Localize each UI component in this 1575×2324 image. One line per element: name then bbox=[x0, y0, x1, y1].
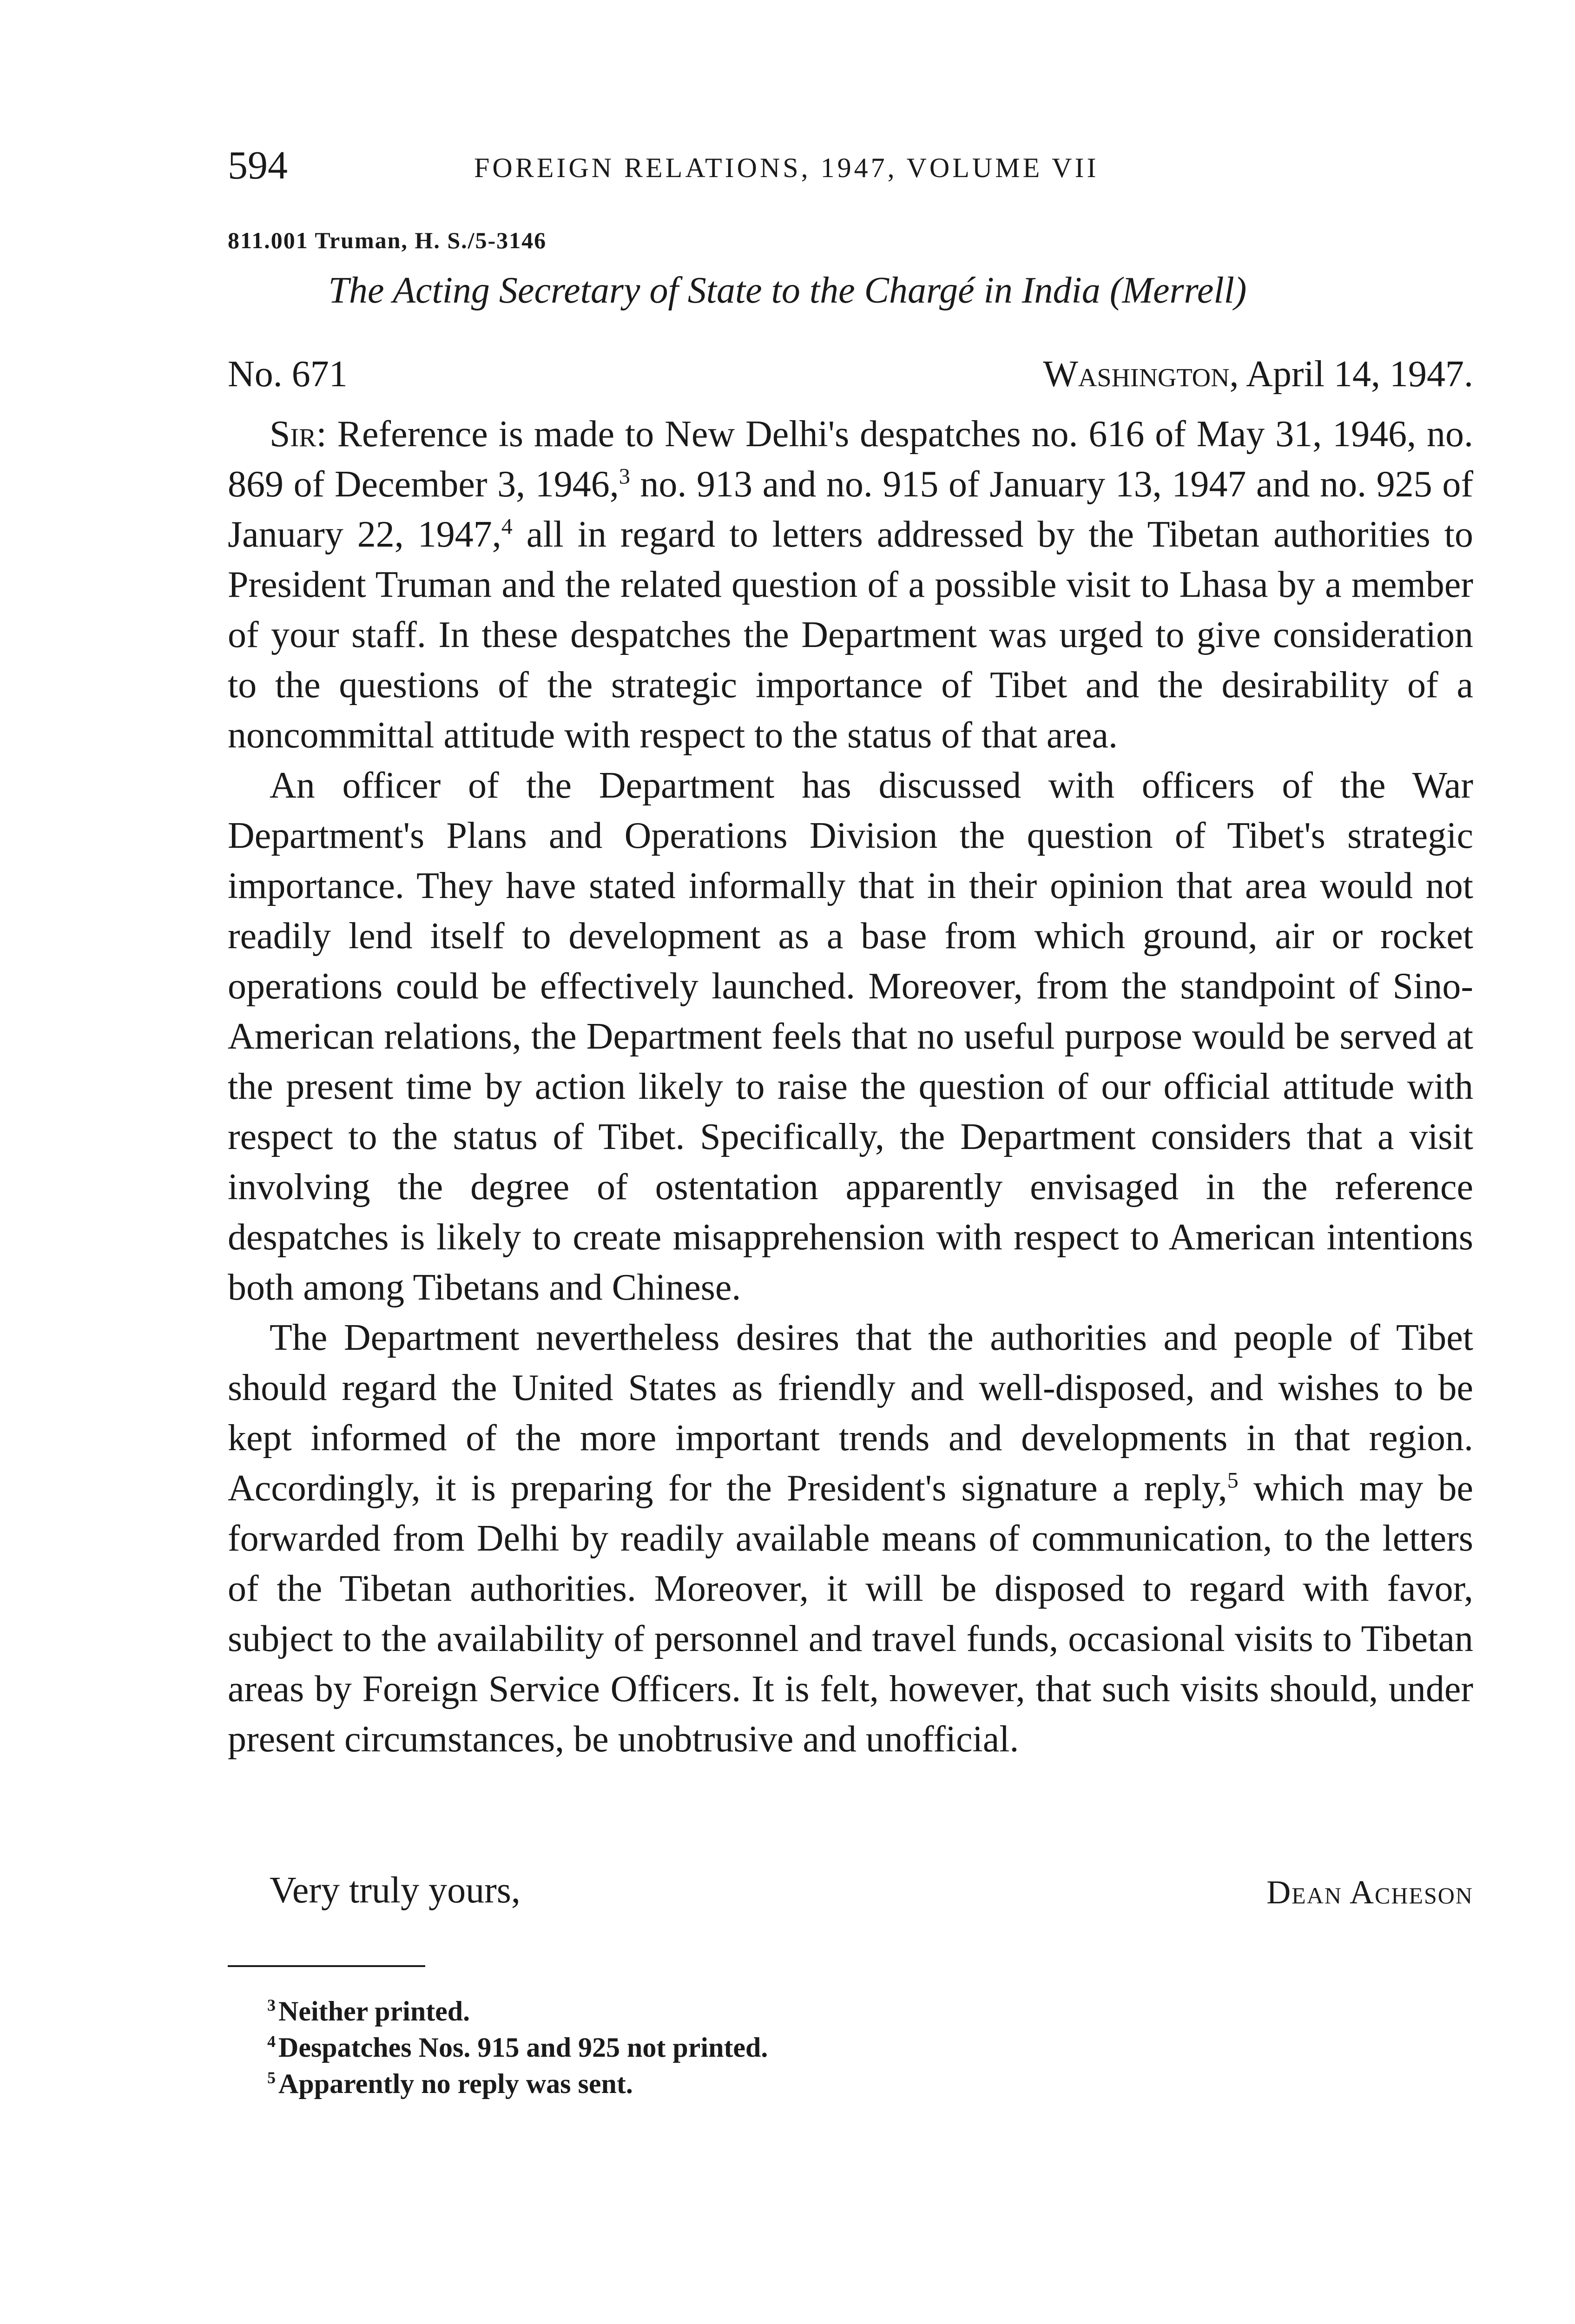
footnote-ref-3: 3 bbox=[619, 464, 630, 489]
footnote-divider bbox=[228, 1965, 425, 1967]
footnote bbox=[267, 1993, 768, 2029]
salutation: Sir bbox=[270, 414, 316, 455]
paragraph-3-text-b: which may be forwarded from Delhi by readily available means of communication, to the letters of the Tibetan authorities. Moreover, it will be disposed to regard with favor, subject to the availability of personnel and travel funds, occasional visits to Tibetan areas by Foreign Service Officers. It is felt, however, that such visits should, under present circumstances, be unobtrusive and unofficial. bbox=[228, 1468, 1474, 1760]
dateline-date: , April 14, 1947. bbox=[1229, 354, 1473, 395]
footnote-mark: 3 bbox=[267, 1996, 276, 2014]
closing-row bbox=[228, 1869, 1473, 1921]
paragraph-3-text-a: The Department nevertheless desires that the authorities and people of Tibet should regard the United States as friendly and well-disposed, and wishes to be kept informed of the more important trends and developments in that region. Accordingly, it is preparing for the President's signature a reply, bbox=[228, 1317, 1473, 1509]
document-title: The Acting Secretary of State to the Chargé in India (Merrell) bbox=[328, 270, 1247, 311]
closing: Very truly yours, bbox=[270, 1870, 521, 1911]
page-number: 594 bbox=[228, 143, 288, 187]
paragraph-1-text-a: : Reference is made to New Delhi's despatches no. 616 of May 31, 1946, no. 869 of December 3, 1946, bbox=[228, 414, 1473, 505]
footnote-ref-5: 5 bbox=[1227, 1468, 1239, 1493]
file-reference: 811.001 Truman, H. S./5-3146 bbox=[228, 227, 547, 253]
footnote-ref-4: 4 bbox=[501, 514, 513, 539]
footnote-text: Despatches Nos. 915 and 925 not printed. bbox=[278, 2032, 768, 2063]
dateline bbox=[1043, 353, 1473, 396]
footnote bbox=[267, 2066, 768, 2102]
footnote-text: Neither printed. bbox=[278, 1996, 470, 2027]
dateline-place: Washington bbox=[1043, 354, 1230, 395]
footnote-mark: 4 bbox=[267, 2032, 276, 2051]
signature: Dean Acheson bbox=[1266, 1874, 1473, 1911]
dateline-row bbox=[228, 353, 1473, 400]
footnotes bbox=[267, 1993, 768, 2102]
running-title: FOREIGN RELATIONS, 1947, VOLUME VII bbox=[474, 152, 1099, 183]
document-number: No. 671 bbox=[228, 354, 348, 395]
page-header bbox=[228, 142, 1473, 193]
paragraph-3 bbox=[228, 1313, 1473, 1764]
letter-body bbox=[228, 409, 1473, 1764]
paragraph-1-text-b: no. 913 and no. 915 of January 13, 1947 and no. 925 of January 22, 1947, bbox=[228, 464, 1473, 555]
paragraph-1-text-c: all in regard to letters addressed by the Tibetan authorities to President Truman and the related question of a possible visit to Lhasa by a member of your staff. In these despatches the Department was urged to give consideration to the questions of the strategic importance of Tibet and the desirability of a noncommittal attitude with respect to the status of that area. bbox=[228, 514, 1474, 756]
paragraph-2: An officer of the Department has discussed with officers of the War Department's Plans and Operations Division the question of Tibet's strategic importance. They have stated informally that in their opinion that area would not readily lend itself to development as a base from which ground, air or rocket operations could be effectively launched. Moreover, from the standpoint of Sino-American relations, the Department feels that no useful purpose would be served at the present time by action likely to raise the question of our official attitude with respect to the status of Tibet. Specifically, the Department considers that a visit involving the degree of ostentation apparently envisaged in the reference despatches is likely to create misapprehension with respect to American intentions both among Tibetans and Chinese. bbox=[228, 765, 1473, 1308]
footnote bbox=[267, 2029, 768, 2066]
footnote-mark: 5 bbox=[267, 2068, 276, 2087]
footnote-text: Apparently no reply was sent. bbox=[278, 2068, 633, 2099]
paragraph-1 bbox=[228, 409, 1473, 760]
